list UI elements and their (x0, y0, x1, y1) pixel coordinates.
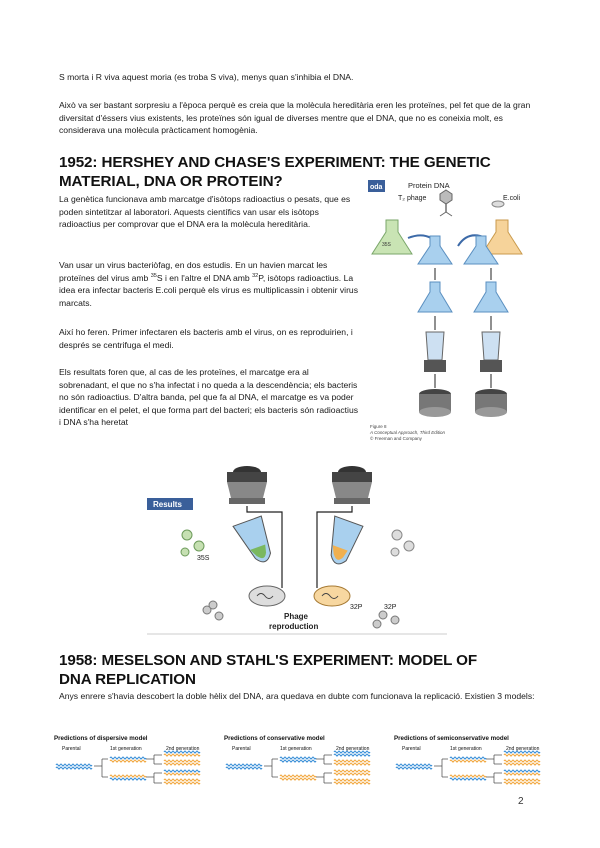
dna-strand (450, 757, 486, 759)
parental-label: Parental (232, 746, 251, 752)
parental-label: Parental (62, 746, 81, 752)
dna-strand (110, 775, 146, 777)
dna-strand (504, 754, 540, 756)
dna-strand (280, 760, 316, 762)
dna-strand (164, 770, 200, 772)
gen2-label: 2nd generation (506, 746, 540, 752)
dna-strand (226, 764, 262, 766)
dna-strand (396, 764, 432, 766)
svg-text:35S: 35S (382, 242, 391, 248)
gen2-label: 2nd generation (166, 746, 200, 752)
isotope-label-32p: 32P (384, 604, 397, 611)
figure-tag-label: oda (370, 184, 383, 191)
dna-strand (56, 764, 92, 766)
page-number: 2 (518, 796, 524, 807)
intro-line: S morta i R viva aquest moria (es troba S viva), menys quan s'inhibia el DNA. (59, 72, 354, 82)
dna-strand (56, 767, 92, 769)
dna-strand (504, 773, 540, 775)
hershey-paragraph-3: Així ho feren. Primer infectaren els bacteris amb el virus, on es reproduirien, i després se centrifuga el medi. (59, 327, 353, 350)
model-title: Predictions of semiconservative model (394, 735, 509, 742)
dna-strand (504, 782, 540, 784)
dna-strand (110, 760, 146, 762)
meselson-paragraph-1: Anys enrere s'havia descobert la doble hèlix del DNA, ara quedava en dubte com funcionava la replicació. Existien 3 models: (59, 691, 535, 701)
dna-strand (334, 754, 370, 756)
model-title: Predictions of dispersive model (54, 735, 148, 742)
dna-strand (504, 779, 540, 781)
dna-strand (280, 775, 316, 777)
intro-paragraph: Això va ser bastant sorpresiu a l'època perquè es creia que la molècula hereditària eren les proteïnes, pel fet que de la gran diversitat d'éssers vius existents, les proteïnes són igual de diverses mentre que el DNA, que no es coneixia molt, es considerava una molècula pràcticament homogènia. (59, 100, 531, 136)
reproduction-label: reproduction (269, 622, 319, 631)
section-heading-meselson-stahl: 1958: MESELSON AND STAHL'S EXPERIMENT: MODEL OF DNA REPLICATION (59, 652, 478, 688)
parental-label: Parental (402, 746, 421, 752)
dna-strand (450, 775, 486, 777)
dna-strand (334, 779, 370, 781)
dna-strand (110, 778, 146, 780)
hershey-paragraph-2: Van usar un virus bacteriòfag, en dos estudis. En un havien marcat les proteïnes del virus amb $^{35}$S i en l'altre el DNA amb $^{32}$P, isòtops radioactius. La idea era infectar bacteris E.coli perquè els virus es multiplicassin i obtenir virus marcats. (59, 260, 359, 308)
results-label: Results (153, 500, 182, 509)
dna-strand (334, 782, 370, 784)
dna-strand (164, 760, 200, 762)
dna-strand (164, 773, 200, 775)
dna-strand (334, 773, 370, 775)
dna-strand (110, 757, 146, 759)
t2-phage-label: T₂ phage (398, 195, 427, 202)
dna-strand (334, 763, 370, 765)
dna-strand (450, 760, 486, 762)
dna-strand (396, 767, 432, 769)
gen1-label: 1st generation (280, 746, 312, 752)
dna-strand (164, 754, 200, 756)
replication-model-diagram (54, 733, 212, 793)
replication-model-diagram (224, 733, 382, 793)
figure-credit: A Conceptual Approach, Third Edition (370, 430, 445, 435)
protein-dna-label: Protein DNA (408, 181, 450, 190)
results-figure (147, 460, 447, 635)
dna-strand (280, 778, 316, 780)
dna-strand (164, 763, 200, 765)
gen1-label: 1st generation (110, 746, 142, 752)
replication-model-diagram (394, 733, 552, 793)
hershey-paragraph-4: Els resultats foren que, al cas de les proteïnes, el marcatge era al sobrenadant, el que no s'ha infectat i no queda a la descendència; els bacteris no són radioactius. D'altra banda, pel que fa al DNA, el marcatge es va poder identificar en el pelet, el que forma part del bacteri; els bacteris són radioactius i DNA s'ha heretat (59, 367, 359, 428)
section-heading-hershey-chase: 1952: HERSHEY AND CHASE'S EXPERIMENT: THE GENETIC MATERIAL, DNA OR PROTEIN? (59, 154, 491, 190)
figure-credit: © Freeman and Company (370, 436, 422, 441)
phage-label: Phage (284, 612, 309, 621)
isotope-label-35s: 35S (197, 555, 210, 562)
ecoli-icon (492, 201, 504, 207)
isotope-label-32p: 32P (350, 604, 363, 611)
dna-strand (504, 760, 540, 762)
ecoli-label: E.coli (503, 195, 521, 202)
hershey-paragraph-1: La genètica funcionava amb marcatge d'isòtops radioactius o pesats, que es poden sintetitzar al laboratori. Aquests científics van usar els isòtops radioactius per comprovar que el DNA era la molècula hereditària. (59, 194, 351, 230)
gen2-label: 2nd generation (336, 746, 370, 752)
model-title: Predictions of conservative model (224, 735, 325, 742)
dna-strand (334, 770, 370, 772)
dna-strand (450, 778, 486, 780)
dna-strand (164, 782, 200, 784)
dna-strand (504, 763, 540, 765)
gen1-label: 1st generation (450, 746, 482, 752)
hershey-chase-figure (368, 180, 538, 445)
dna-strand (334, 760, 370, 762)
dna-strand (504, 770, 540, 772)
dna-strand (164, 779, 200, 781)
replication-models-figure (54, 733, 540, 795)
figure-credit: Figure 8 (370, 424, 387, 429)
dna-strand (280, 757, 316, 759)
dna-strand (226, 767, 262, 769)
